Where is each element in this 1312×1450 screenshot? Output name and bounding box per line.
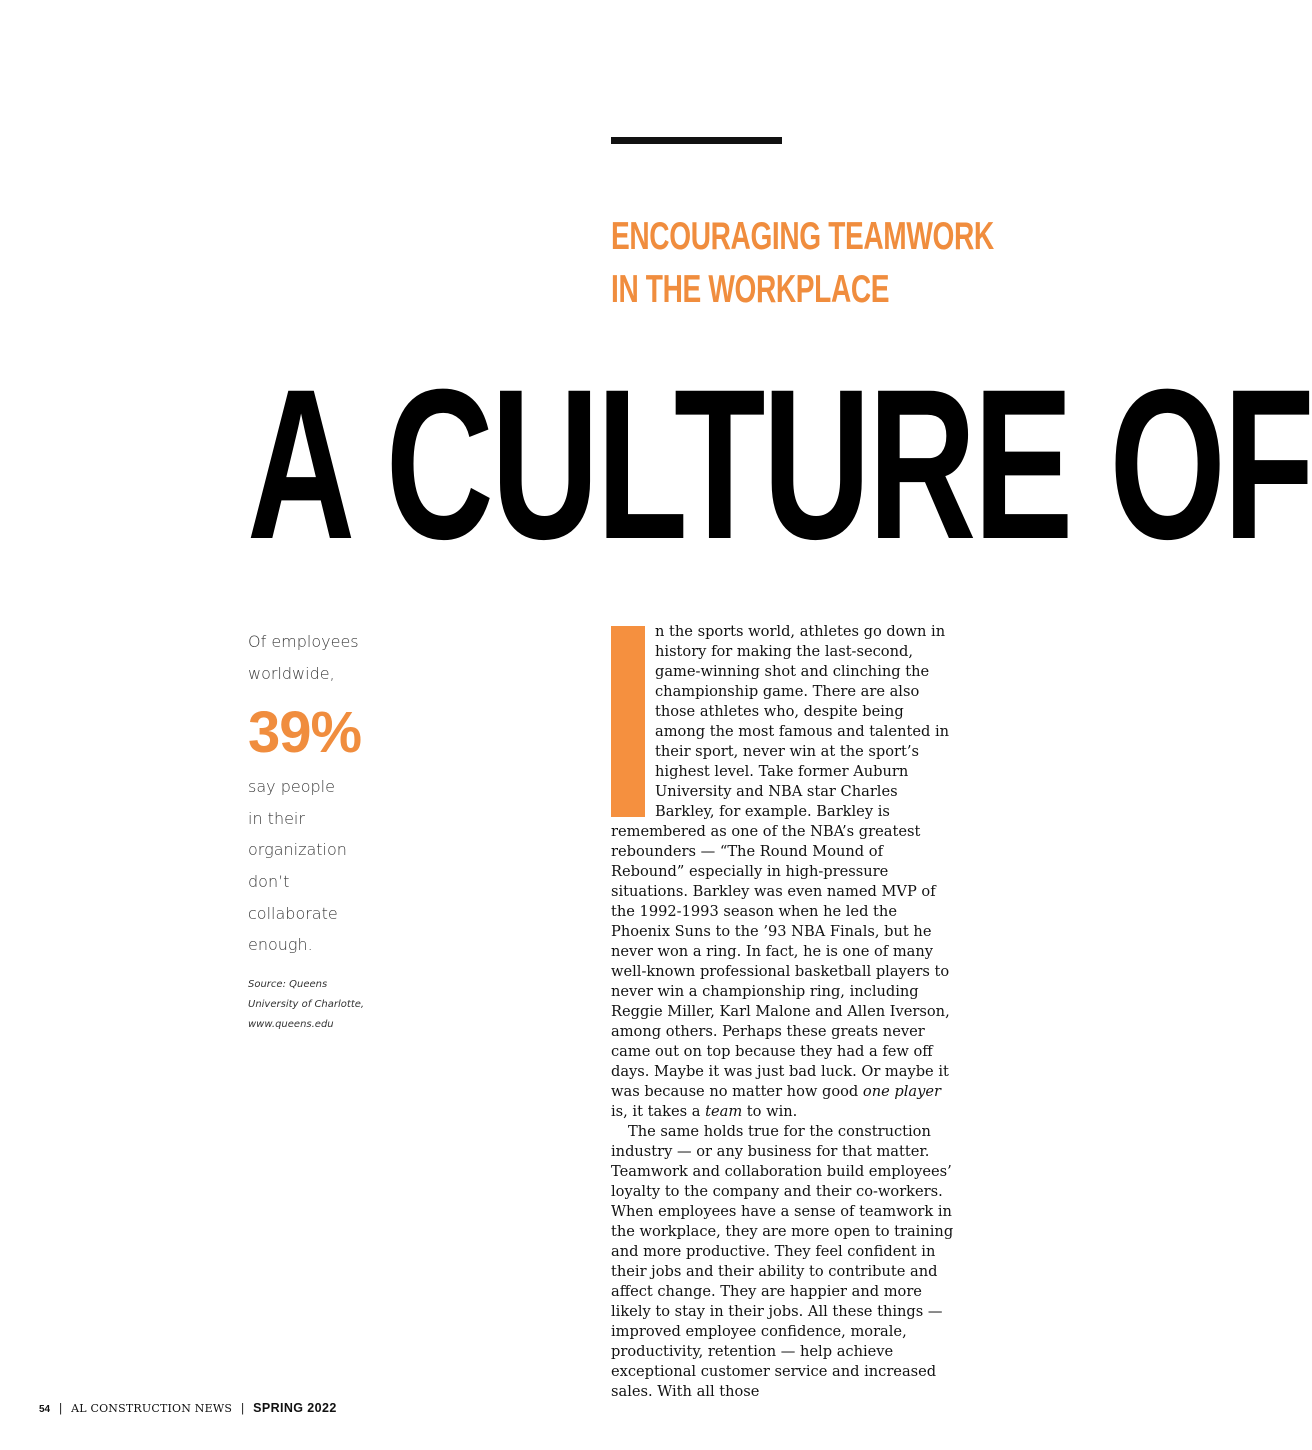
sidebar-source <box>248 975 488 1035</box>
drop-cap-letter <box>611 626 645 817</box>
sidebar-text-line: in their <box>248 808 305 828</box>
article-kicker <box>611 210 994 316</box>
issue-label: SPRING 2022 <box>253 1401 337 1415</box>
source-line: University of Charlotte, <box>248 998 365 1010</box>
paragraph-text: n the sports world, athletes go down in history for making the last-second, game-winning shot and clinching the championship game. There are also those athletes who, despite being among the most famous and talented in their sport, never win at the sport’s highest level. Take former Auburn University and NBA star Charles Barkley, for example. Barkley is remembered as one of the NBA’s greatest rebounders — “The Round Mound of Rebound” especially in high-pressure situations. Barkley was even named MVP of the 1992-1993 season when he led the Phoenix Suns to the ’93 NBA Finals, but he never won a ring. In fact, he is one of many well-known professional basketball players to never win a championship ring, including Reggie Miller, Karl Malone and Allen Iverson, among others. Perhaps these greats never came out on top because they had a few off days. Maybe it was just bad luck. Or maybe it was because no matter how good <box>611 623 950 1100</box>
sidebar-text-line: enough. <box>248 935 313 955</box>
paragraph-emphasis: team <box>705 1103 743 1120</box>
paragraph-text: to win. <box>742 1103 798 1120</box>
sidebar-statistic: 39% <box>248 700 362 766</box>
drop-cap-bar <box>611 626 645 817</box>
stat-sidebar <box>248 626 488 1035</box>
article-paragraph-2: The same holds true for the construction industry — or any business for that matter. Teamwork and collaboration build employees’ loyalty to the company and their co-workers. When employees have a sense of teamwork in the workplace, they are more open to training and more productive. They feel confident in their jobs and their ability to contribute and affect change. They are happier and more likely to stay in their jobs. All these things — improved employee confidence, morale, productivity, retention — help achieve exceptional customer service and increased sales. With all those <box>611 1123 954 1400</box>
sidebar-text-line: say people <box>248 777 335 797</box>
footer-separator: | <box>241 1403 245 1415</box>
sidebar-text-line: worldwide, <box>248 663 335 683</box>
paragraph-text: is, it takes a <box>611 1103 706 1120</box>
sidebar-text-line: Of employees <box>248 632 359 651</box>
kicker-line-1: ENCOURAGING TEAMWORK <box>611 215 994 258</box>
source-line: Source: Queens <box>248 978 328 990</box>
sidebar-text-line: collaborate <box>248 903 338 923</box>
decorative-top-rule <box>611 137 782 144</box>
article-headline: A CULTURE OF <box>247 345 1312 584</box>
footer-separator: | <box>59 1403 63 1415</box>
page-footer <box>39 1400 337 1418</box>
paragraph-emphasis: one player <box>862 1083 941 1100</box>
article-body <box>611 622 956 1402</box>
sidebar-text-line: don’t <box>248 871 290 891</box>
source-line: www.queens.edu <box>248 1018 334 1030</box>
kicker-line-2: IN THE WORKPLACE <box>611 268 890 311</box>
article-paragraph-1 <box>611 622 956 1122</box>
page-number: 54 <box>39 1404 51 1415</box>
sidebar-text-line: organization <box>248 840 347 860</box>
publication-name: AL CONSTRUCTION NEWS <box>71 1402 233 1415</box>
